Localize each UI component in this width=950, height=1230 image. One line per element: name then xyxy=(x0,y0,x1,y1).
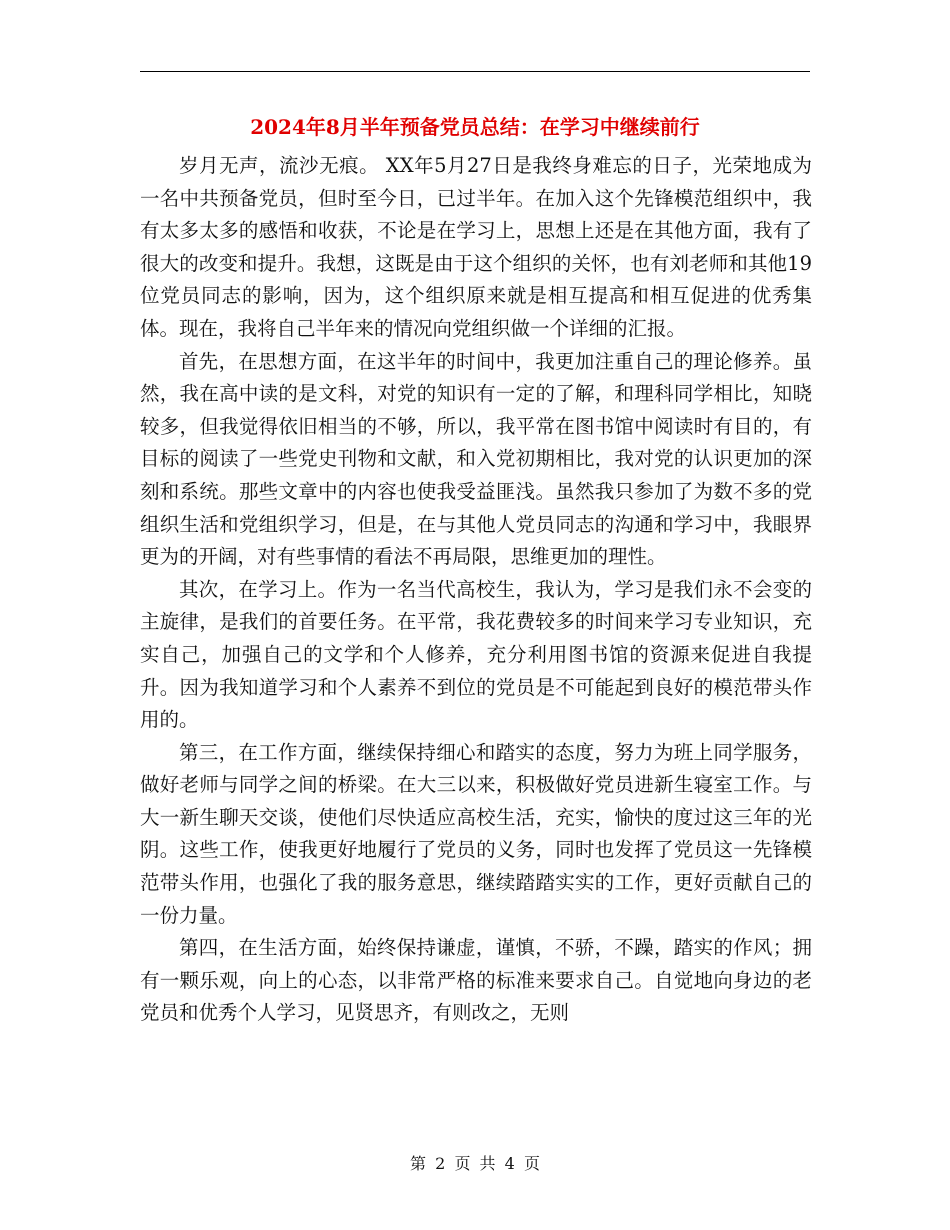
footer-page-word: 页 xyxy=(454,1154,471,1173)
paragraph: 岁月无声，流沙无痕。 XX年5月27日是我终身难忘的日子，光荣地成为一名中共预备党员，但时至今日，已过半年。在加入这个先锋模范组织中，我有太多太多的感悟和收获，不论是在学习上，思想上还是在其他方面，我有了很大的改变和提升。我想，这既是由于这个组织的关怀，也有刘老师和其他19位党员同志的影响，因为，这个组织原来就是相互提高和相互促进的优秀集体。现在，我将自己半年来的情况向党组织做一个详细的汇报。 xyxy=(140,154,812,340)
paragraph: 第四，在生活方面，始终保持谦虚，谨慎，不骄，不躁，踏实的作风；拥有一颗乐观，向上的心态，以非常严格的标准来要求自己。自觉地向身边的老党员和优秀个人学习，见贤思齐，有则改之，无则 xyxy=(140,936,812,1025)
document-title: 2024年8月半年预备党员总结：在学习中继续前行 xyxy=(250,115,700,139)
footer-total-label: 共 xyxy=(479,1154,496,1173)
paragraph: 首先，在思想方面，在这半年的时间中，我更加注重自己的理论修养。虽然，我在高中读的是文科，对党的知识有一定的了解，和理科同学相比，知晓较多，但我觉得依旧相当的不够，所以，我平常在图书馆中阅读时有目的，有目标的阅读了一些党史刊物和文献，和入党初期相比，我对党的认识更加的深刻和系统。那些文章中的内容也使我受益匪浅。虽然我只参加了为数不多的党组织生活和党组织学习，但是，在与其他人党员同志的沟通和学习中，我眼界更为的开阔，对有些事情的看法不再局限，思维更加的理性。 xyxy=(140,349,812,569)
current-page-number: 2 xyxy=(435,1154,446,1173)
page-footer xyxy=(0,1153,950,1175)
document-body xyxy=(140,150,812,1030)
total-page-count: 4 xyxy=(504,1154,515,1173)
paragraph: 其次，在学习上。作为一名当代高校生，我认为，学习是我们永不会变的主旋律，是我们的首要任务。在平常，我花费较多的时间来学习专业知识，充实自己，加强自己的文学和个人修养，充分利用图书馆的资源来促进自我提升。因为我知道学习和个人素养不到位的党员是不可能起到良好的模范带头作用的。 xyxy=(140,577,812,732)
footer-suffix: 页 xyxy=(523,1154,540,1173)
header-rule xyxy=(140,71,810,72)
paragraph: 第三，在工作方面，继续保持细心和踏实的态度，努力为班上同学服务，做好老师与同学之间的桥梁。在大三以来，积极做好党员进新生寝室工作。与大一新生聊天交谈，使他们尽快适应高校生活，充实，愉快的度过这三年的光阴。这些工作，使我更好地履行了党员的义务，同时也发挥了党员这一先锋模范带头作用，也强化了我的服务意思，继续踏踏实实的工作，更好贡献自己的一份力量。 xyxy=(140,740,812,927)
footer-prefix: 第 xyxy=(410,1154,427,1173)
